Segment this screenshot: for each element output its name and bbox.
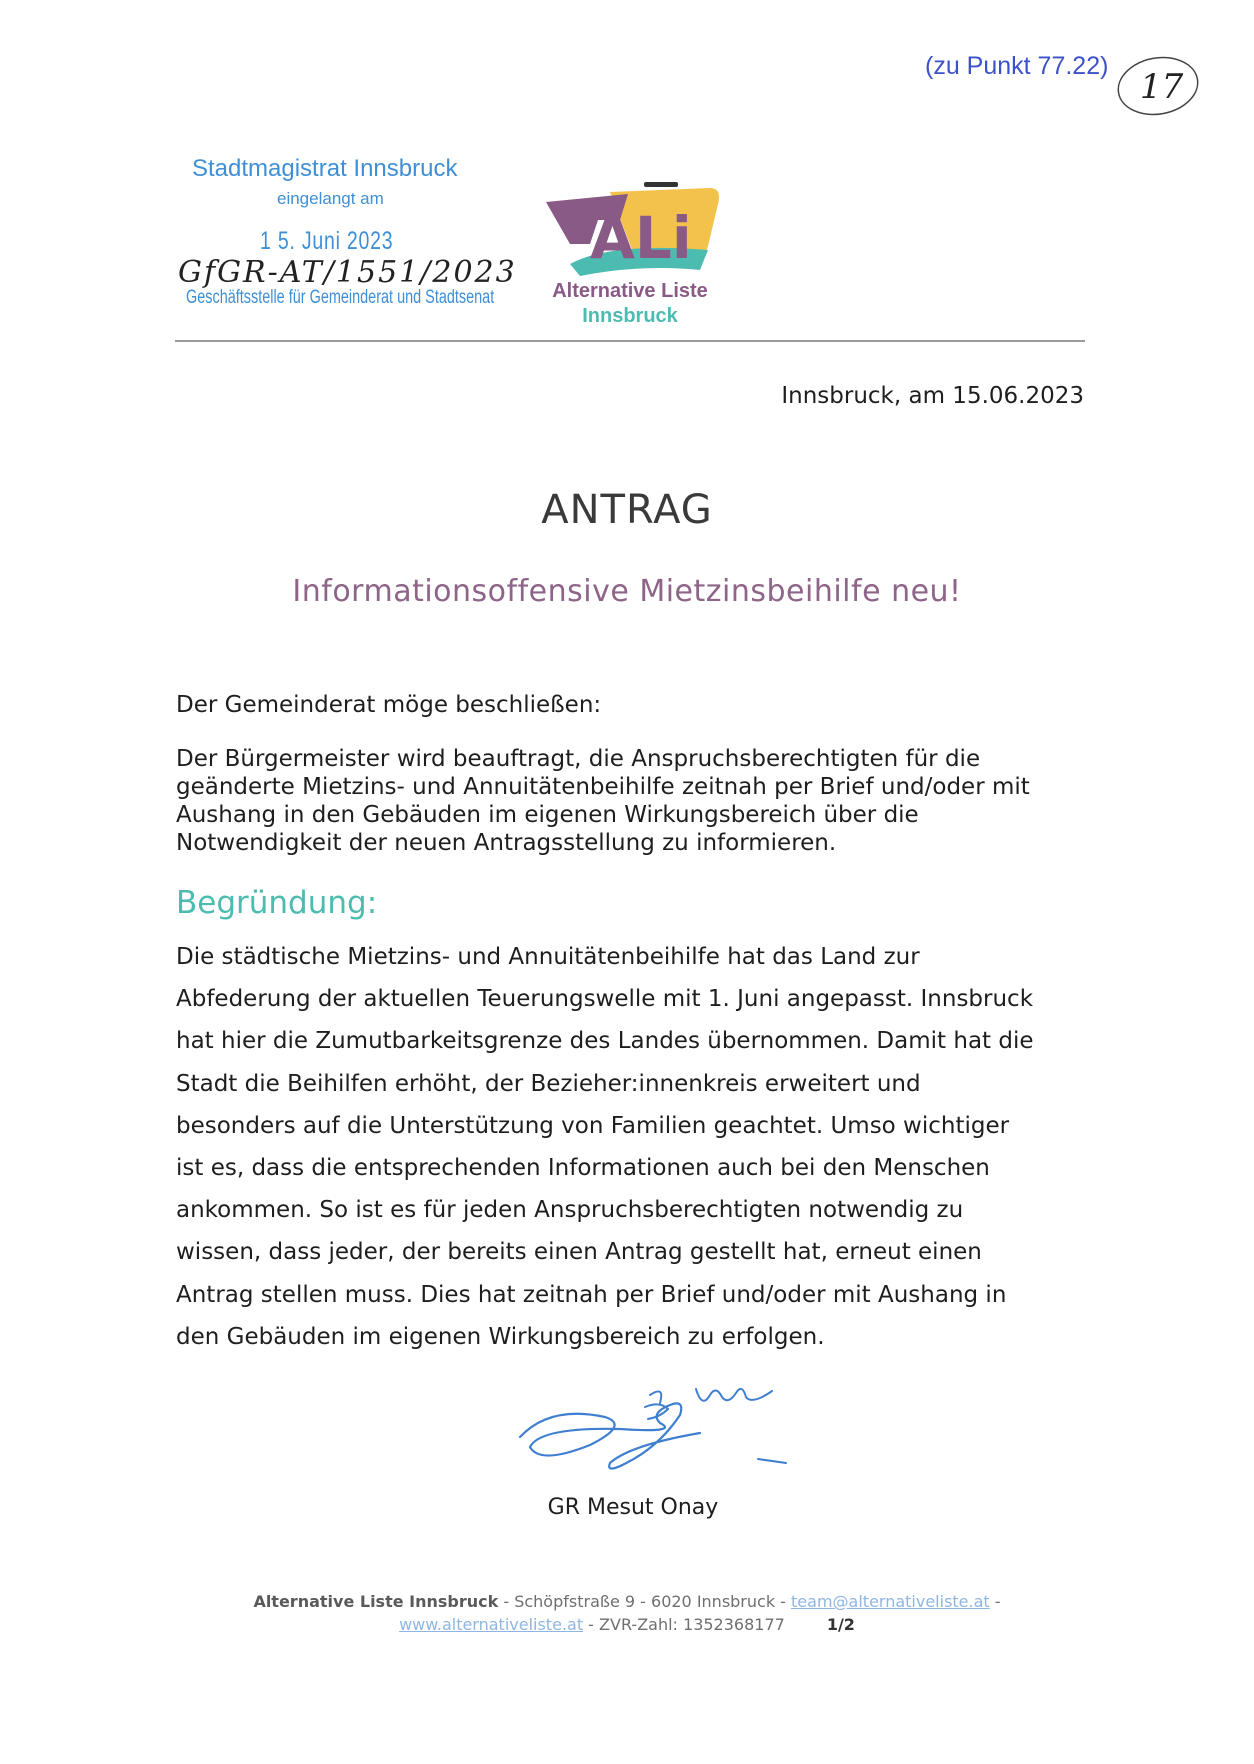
reason-text [176, 936, 1091, 1358]
reason-line: ist es, dass die entsprechenden Informationen auch bei den Menschen [176, 1155, 990, 1182]
footer-website-link[interactable]: www.alternativeliste.at [399, 1615, 584, 1634]
motion-intro: Der Gemeinderat möge beschließen: [176, 692, 602, 718]
header-divider [175, 340, 1085, 342]
reason-heading: Begründung: [176, 885, 378, 921]
handwritten-signature [510, 1375, 810, 1489]
handwritten-number-text: 17 [1140, 67, 1184, 107]
reason-line: besonders auf die Unterstützung von Familien geachtet. Umso wichtiger [176, 1112, 1010, 1139]
stamp-office: Geschäftsstelle für Gemeinderat und Stadtsenat [186, 287, 495, 308]
reason-line: hat hier die Zumutbarkeitsgrenze des Landes übernommen. Damit hat die [176, 1028, 1034, 1055]
reason-line: Antrag stellen muss. Dies hat zeitnah per Brief und/oder mit Aushang in [176, 1281, 1007, 1308]
document-date: Innsbruck, am 15.06.2023 [781, 383, 1084, 409]
received-stamp [178, 155, 517, 315]
footer-line-1 [0, 1590, 1254, 1613]
motion-text [176, 745, 1086, 857]
page-footer [0, 1590, 1254, 1636]
motion-line: Aushang in den Gebäuden im eigenen Wirkungsbereich über die [176, 802, 919, 828]
footer-address: - Schöpfstraße 9 - 6020 Innsbruck - [498, 1592, 792, 1611]
footer-zvr: - ZVR-Zahl: 1352368177 [583, 1615, 785, 1634]
reason-line: den Gebäuden im eigenen Wirkungsbereich zu erfolgen. [176, 1323, 825, 1350]
footer-line-2 [0, 1613, 1254, 1636]
logo-name-line1: Alternative Liste [552, 280, 708, 302]
document-subtitle: Informationsoffensive Mietzinsbeihilfe neu! [292, 574, 962, 609]
footer-org: Alternative Liste Innsbruck [253, 1592, 499, 1611]
reference-note: (zu Punkt 77.22) [925, 52, 1109, 80]
motion-line: geänderte Mietzins- und Annuitätenbeihilfe zeitnah per Brief und/oder mit [176, 774, 1030, 800]
logo-mark-text: ALi [590, 204, 692, 272]
reason-line: wissen, dass jeder, der bereits einen Antrag gestellt hat, erneut einen [176, 1239, 982, 1266]
reason-line: Abfederung der aktuellen Teuerungswelle mit 1. Juni angepasst. Innsbruck [176, 986, 1034, 1013]
stamp-title: Stadtmagistrat Innsbruck [192, 155, 458, 182]
reason-line: Stadt die Beihilfen erhöht, der Bezieher:innenkreis erweitert und [176, 1070, 921, 1097]
stamp-subtitle: eingelangt am [277, 189, 384, 208]
footer-separator: - [989, 1592, 1001, 1611]
stamp-file-number: GfGR-AT/1551/2023 [178, 255, 517, 290]
reason-line: ankommen. So ist es für jeden Anspruchsberechtigten notwendig zu [176, 1197, 964, 1224]
motion-line: Notwendigkeit der neuen Antragsstellung zu informieren. [176, 830, 837, 856]
motion-line: Der Bürgermeister wird beauftragt, die Anspruchsberechtigten für die [176, 746, 981, 772]
footer-page-number: 1/2 [826, 1615, 855, 1634]
handwritten-page-number [1112, 50, 1204, 126]
stamp-date: 1 5. Juni 2023 [260, 227, 394, 255]
signer-name: GR Mesut Onay [547, 1495, 719, 1520]
reason-line: Die städtische Mietzins- und Annuitätenbeihilfe hat das Land zur [176, 944, 920, 970]
document-title: ANTRAG [541, 487, 713, 533]
logo-name-line2: Innsbruck [582, 305, 678, 327]
footer-email-link[interactable]: team@alternativeliste.at [791, 1592, 990, 1611]
